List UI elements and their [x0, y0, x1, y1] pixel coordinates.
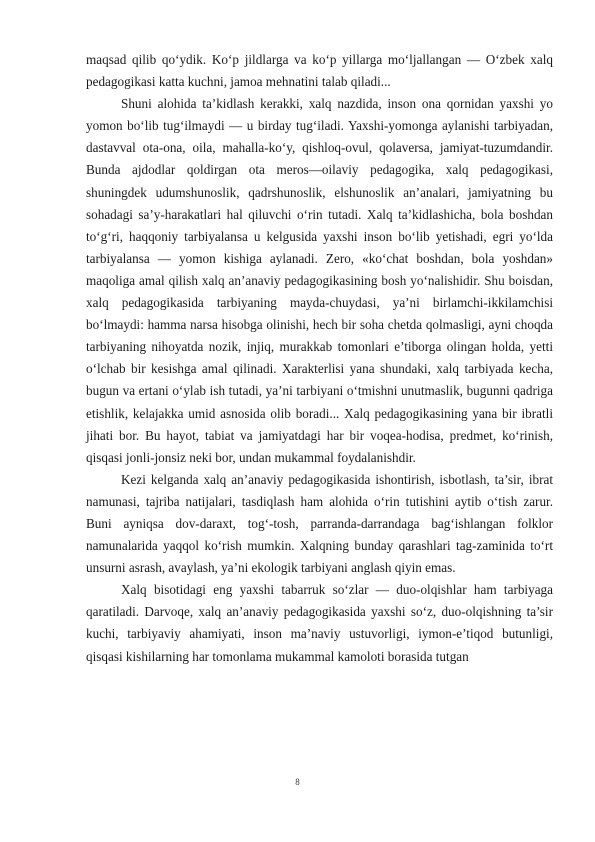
paragraph-blessings: Xalq bisotidagi eng yaxshi tabarruk so‘zlar — duo-olqishlar ham tarbiyaga qaratiladi. Darvoqe, xalq an’anaviy pedagogikasida yaxshi so‘z, duo-olqishning ta’sir kuchi, tarbiyaviy ahamiyati, inson ma’naviy ustuvorligi, iymon-e’tiqod butunligi, qisqasi kishilarning har tomonlama mukammal kamoloti borasida tutgan — [86, 582, 553, 664]
paragraph-folklore: Kezi kelganda xalq an’anaviy pedagogikasida ishontirish, isbotlash, ta’sir, ibrat namunasi, tajriba natijalari, tasdiqlash ham alohida o‘rin tutishini aytib o‘tish zarur. Buni ayniqsa dov-daraxt, tog‘-tosh, parranda-darrandaga bag‘ishlangan folklor namunalarida yaqqol ko‘rish mumkin. Xalqning bunday qarashlari tag-zaminida to‘rt unsurni asrash, avaylash, ya’ni ekologik tarbiyani anglash qiyin emas. — [86, 471, 553, 576]
page-number: 8 — [295, 777, 300, 787]
paragraph-upbringing: Shuni alohida ta’kidlash kerakki, xalq nazdida, inson ona qornidan yaxshi yo yomon bo‘lib tug‘ilmaydi — u birday tug‘iladi. Yaxshi-yomonga aylanishi tarbiyadan, dastavval ota-ona, oila, mahalla-ko‘y, qishloq-ovul, qolaversa, jamiyat-tuzumdandir. Bunda ajdodlar qoldirgan ota meros—oilaviy pedagogika, xalq pedagogikasi, shuningdek udumshunoslik, qadrshunoslik, elshunoslik an’analari, jamiyatning bu sohadagi sa’y-harakatlari hal qiluvchi o‘rin tutadi. Xalq ta’kidlashicha, bola boshdan to‘g‘ri, haqqoniy tarbiyalansa u kelgusida yaxshi inson bo‘lib yetishadi, egri yo‘lda tarbiyalansa — yomon kishiga aylanadi. Zero, «ko‘chat boshdan, bola yoshdan» maqoliga amal qilish xalq an’anaviy pedagogikasining bosh yo‘nalishidir. Shu boisdan, xalq pedagogikasida tarbiyaning mayda-chuydasi, ya’ni birlamchi-ikkilamchisi bo‘lmaydi: hamma narsa hisobga olinishi, hech bir soha chetda qolmasligi, ayni choqda tarbiyaning nihoyatda nozik, injiq, murakkab tomonlari e’tiborga olingan holda, yetti o‘lchab bir kesishga amal qilinadi. Xarakterlisi yana shundaki, xalq tarbiyada kecha, bugun va ertani o‘ylab ish tutadi, ya’ni tarbiyani o‘tmishni unutmaslik, bugunni qadriga etishlik, kelajakka umid asnosida olib boradi... Xalq pedagogikasining yana bir ibratli jihati bor. Bu hayot, tabiat va jamiyatdagi har bir voqea-hodisa, predmet, ko‘rinish, qisqasi jonli-jonsiz neki bor, undan mukammal foydalanishdir. — [86, 96, 553, 465]
paragraph-continuation: maqsad qilib qo‘ydik. Ko‘p jildlarga va ko‘p yillarga mo‘ljallangan — O‘zbek xalq pedagogikasi katta kuchni, jamoa mehnatini talab qiladi... — [86, 52, 553, 90]
document-page — [86, 49, 553, 668]
